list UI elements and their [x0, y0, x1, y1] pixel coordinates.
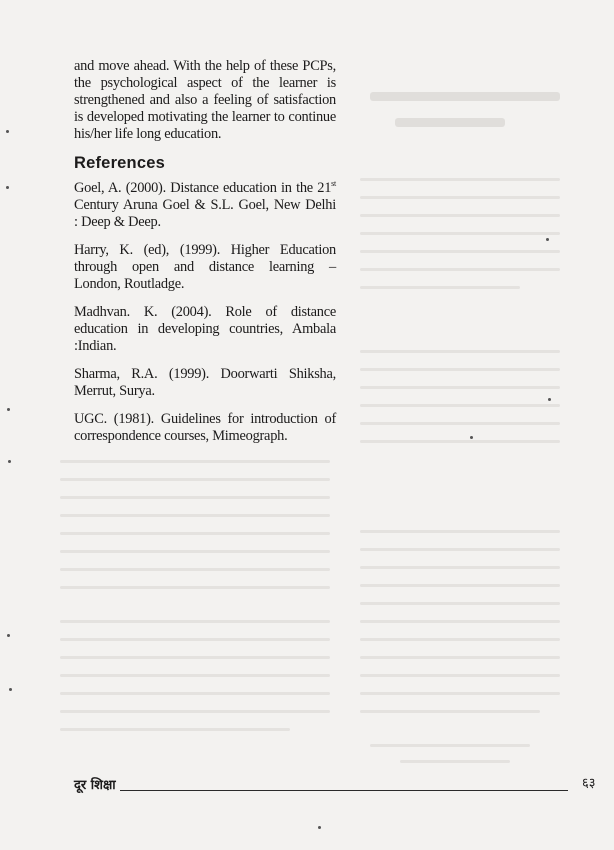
show-through-line [360, 548, 560, 551]
text-line: London, Routladge. [74, 276, 185, 292]
text-line: UGC. (1981). Guidelines for introduction of [74, 411, 336, 427]
references-heading: References [74, 154, 165, 172]
page-number: ६३ [582, 776, 596, 791]
journal-title: दूर शिक्षा [74, 778, 116, 793]
margin-speck [546, 238, 549, 241]
show-through-line [60, 728, 290, 731]
reference-entry [74, 411, 336, 445]
show-through-line [360, 350, 560, 353]
show-through-line [360, 530, 560, 533]
show-through-line [360, 196, 560, 199]
text-line: is developed motivating the learner to continue [74, 109, 336, 125]
text-line: :Indian. [74, 338, 117, 354]
show-through-line [60, 550, 330, 553]
reference-entry [74, 304, 336, 355]
margin-speck [9, 688, 12, 691]
text-line: strengthened and also a feeling of satisfaction [74, 92, 336, 108]
text-line: and move ahead. With the help of these PCPs, [74, 58, 336, 74]
text-line: his/her life long education. [74, 126, 222, 142]
margin-speck [6, 130, 9, 133]
text-line: through open and distance learning – [74, 259, 336, 275]
reference-entry [74, 180, 336, 231]
show-through-line [360, 404, 560, 407]
show-through-line [360, 566, 560, 569]
margin-speck [7, 408, 10, 411]
show-through-line [60, 710, 330, 713]
show-through-line [60, 568, 330, 571]
show-through-line [60, 460, 330, 463]
text-line: correspondence courses, Mimeograph. [74, 428, 288, 444]
show-through-line [400, 760, 510, 763]
text-line [74, 180, 336, 197]
show-through-line [360, 638, 560, 641]
show-through-line [360, 422, 560, 425]
margin-speck [7, 634, 10, 637]
superscript: st [331, 179, 336, 188]
margin-speck [318, 826, 321, 829]
text-line: Sharma, R.A. (1999). Doorwarti Shiksha, [74, 366, 336, 382]
page-body [74, 58, 336, 456]
text-line: the psychological aspect of the learner is [74, 75, 336, 91]
margin-speck [470, 436, 473, 439]
show-through-line [370, 744, 530, 747]
reference-entry [74, 242, 336, 293]
show-through-line [60, 532, 330, 535]
show-through-line [360, 232, 560, 235]
show-through-line [360, 620, 560, 623]
reference-text: Goel, A. (2000). Distance education in the 21 [74, 180, 332, 196]
show-through-line [60, 674, 330, 677]
footer-rule [120, 790, 568, 791]
show-through-line [360, 178, 560, 181]
margin-speck [548, 398, 551, 401]
text-line: Century Aruna Goel & S.L. Goel, New Delhi [74, 197, 336, 213]
show-through-line [60, 514, 330, 517]
text-line: Madhvan. K. (2004). Role of distance [74, 304, 336, 320]
show-through-line [360, 584, 560, 587]
show-through-line [360, 250, 560, 253]
text-line: : Deep & Deep. [74, 214, 161, 230]
text-line: Merrut, Surya. [74, 383, 155, 399]
show-through-line [60, 638, 330, 641]
margin-speck [8, 460, 11, 463]
show-through-line [60, 620, 330, 623]
show-through-line [60, 692, 330, 695]
page-footer [74, 775, 596, 797]
reference-entry [74, 366, 336, 400]
show-through-line [360, 602, 560, 605]
show-through-line [360, 440, 560, 443]
text-line: education in developing countries, Ambala [74, 321, 336, 337]
show-through-line [360, 368, 560, 371]
margin-speck [6, 186, 9, 189]
text-line: Harry, K. (ed), (1999). Higher Education [74, 242, 336, 258]
show-through-line [360, 268, 560, 271]
show-through-heading [370, 92, 560, 101]
show-through-line [60, 496, 330, 499]
continuation-paragraph [74, 58, 336, 143]
show-through-heading [395, 118, 505, 127]
show-through-line [360, 656, 560, 659]
show-through-line [360, 214, 560, 217]
show-through-line [360, 286, 520, 289]
show-through-line [360, 710, 540, 713]
show-through-line [60, 656, 330, 659]
show-through-line [360, 386, 560, 389]
show-through-line [360, 674, 560, 677]
show-through-line [60, 586, 330, 589]
show-through-line [60, 478, 330, 481]
show-through-line [360, 692, 560, 695]
